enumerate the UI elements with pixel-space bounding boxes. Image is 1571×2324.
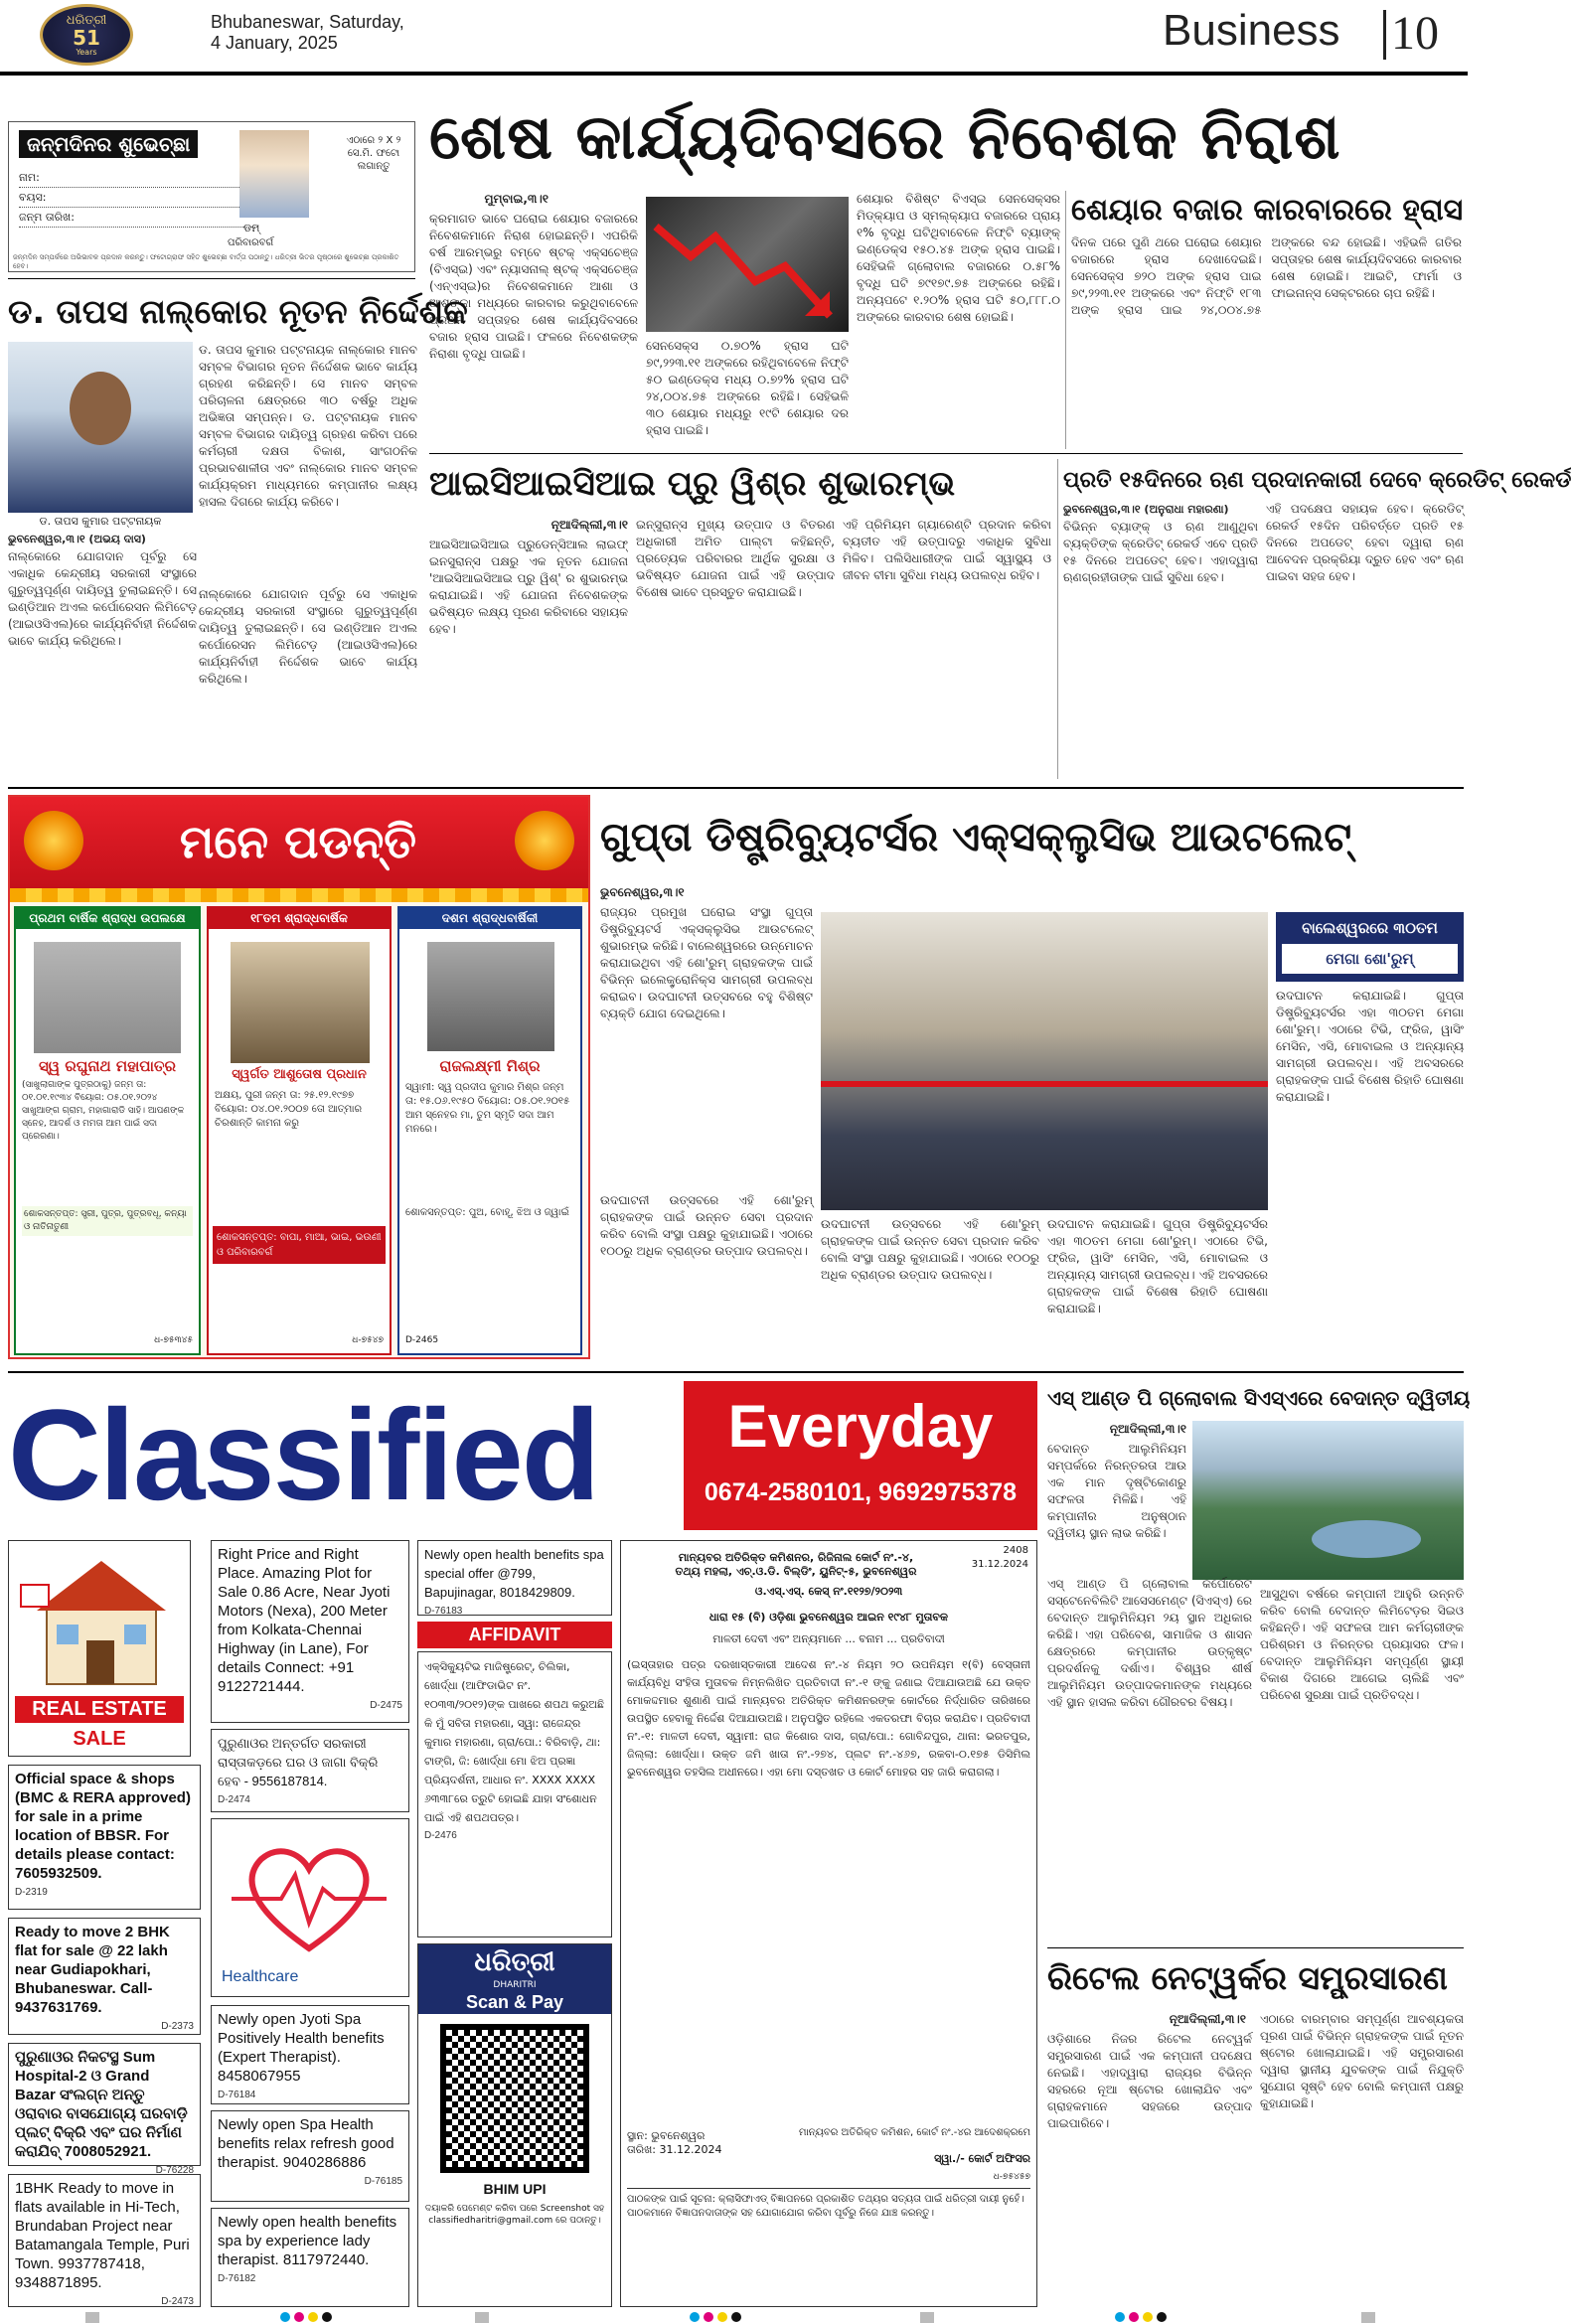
lake (1312, 1520, 1421, 1558)
market-col2: ସେନସେକ୍ସ ୦.୭୦% ହ୍ରାସ ଘଟି ୭୯,୨୨୩.୧୧ ଅଙ୍କରେ ରହିଥିବାବେଳେ ନିଫ୍ଟି ୫୦ ଇଣ୍ଡେକ୍ସ ମଧ୍ୟ ୦.୭୨% ହ୍ରାସ ଘଟି ୨୪,୦୦୪.୭୫ ଅଙ୍କରେ ରହିଛି। ସେହିଭଳି ୩୦ ଶେୟାର ମଧ୍ୟରୁ ୧୯ଟି ଶେୟାର ଦର ହ୍ରାସ ପାଇଛି। (646, 339, 849, 437)
healthcare-label: Healthcare (222, 1968, 299, 1985)
years-label: Years (76, 48, 97, 57)
court-body: (ଇସ୍ତାହାର ପତ୍ର ଦରଖାସ୍ତକାରୀ ଆଦେଶ ନଂ.-୪ ନିୟମ ୨୦ ଉପନିୟମ ୧(ବି) ବେସ୍ତାନୀ କାର୍ଯ୍ୟବିଧି ସଂହିତା ମୁତାବକ ନିମ୍ନଲିଖିତ ପ୍ରତିବାଦୀ ନଂ.-୧ ଙ୍କୁ ଜଣାଇ ଦିଆଯାଉଅଛି ଯେ ଉକ୍ତ ମୋକଦ୍ଦମାର ଶୁଣାଣି ପାଇଁ ମାନ୍ୟବର ଅତିରିକ୍ତ କମିଶନରଙ୍କ କୋର୍ଟରେ ନିର୍ଦ୍ଧାରିତ ତାରିଖରେ ଉପସ୍ଥିତ ହେବାକୁ ନିର୍ଦ୍ଦେଶ ଦିଆଯାଉଅଛି। ଅନୁପସ୍ଥିତ ରହିଲେ ଏକତରଫା ବିଚାର କରାଯିବ। ପ୍ରତିବାଦୀ ନଂ.-୧: ମାଳତୀ ଦେବୀ, ସ୍ୱାମୀ: ରାଜ କିଶୋର ଦାସ, ଗ୍ରା/ପୋ.: ଗୋବିନ୍ଦପୁର, ଥାନା: ଭରତପୁର, ଜିଲ୍ଲା: ଖୋର୍ଦ୍ଧା। ଉକ୍ତ ଜମି ଖାତା ନଂ.-୨୭୪, ପ୍ଲଟ ନଂ.-୪୬୭, ରକବା-୦.୧୭୫ ଡିସିମିଲ ଭୁବନେଶ୍ୱର ତହସିଲ ଅଧୀନରେ। ଏହା ମୋ ଦସ୍ତଖତ ଓ କୋର୍ଟ ମୋହର ସହ ଜାରି କରାଗଲା। (627, 1658, 1030, 1779)
market-dateline: ମୁମ୍ବାଇ,୩।୧ (484, 192, 549, 206)
swatch-yellow-2 (717, 2312, 727, 2322)
date-line (211, 12, 404, 54)
marigold-strip (10, 888, 588, 902)
ad-col2-4-code: D-76185 (364, 2176, 402, 2187)
card-1-details: (ସାଖୁଲାଗାଙ୍କ ପୁତ୍ରଠାକୁ) ଜନ୍ମ ତା: ୦୧.୦୧.୧୯୩୪ ବିୟୋଗ: ୦୫.୦୧.୨୦୨୪ ସାଖୁଆଙ୍ଗ ଗ୍ରାମ, ମହାଗାରାଡି ସାହି। ଆପଣଙ୍କ ସ୍ନେହ, ଆଦର୍ଶ ଓ ମମତା ଆମ ପାଇଁ ସଦା ପ୍ରେରଣା। (22, 1080, 185, 1142)
ad-col3-top-code: D-76183 (424, 1606, 463, 1617)
gupta-inauguration-photo (821, 912, 1268, 1210)
court-title-2: ତଥ୍ୟ ମହଲା, ଏଚ୍.ଓ.ଡି. ବିଲ୍ଡିଂ, ୟୁନିଟ୍-୫, ଭୁବନେଶ୍ୱର (675, 1565, 917, 1578)
birthday-footer: ଜନ୍ମଦିନ ସମ୍ପର୍କରେ ଅଭିଭାବକ ପ୍ରଦାନ କରନ୍ତୁ। ଫଟୋଗ୍ରାଫ ସହିତ ଶୁଭେଚ୍ଛା ବାର୍ତ୍ତା ପଠାନ୍ତୁ। ଧରିତ୍ରୀ ଭିତର ପୃଷ୍ଠାରେ ଶୁଭେଚ୍ଛା ପ୍ରକାଶିତ ହେବ। (13, 253, 399, 270)
masthead (0, 0, 1468, 72)
heartbeat-icon (212, 1819, 406, 1968)
lamp-icon-right (515, 811, 574, 870)
court-date: ତାରିଖ: 31.12.2024 (627, 2143, 722, 2156)
swatch-cyan-2 (690, 2312, 700, 2322)
market-col1: କ୍ରମାଗତ ଭାବେ ଘରୋଇ ଶେୟାର ବଜାରରେ ନିବେଶକମାନେ ନିରାଶ ହୋଇଛନ୍ତି। ଏପରିକି ବର୍ଷ ଆରମ୍ଭରୁ ବମ୍ବେ ଷ୍ଟକ୍ ଏକ୍ସଚେଞ୍ଜ (ବିଏସ୍ଇ) ଏବଂ ନ୍ୟାସନାଲ୍ ଷ୍ଟକ୍ ଏକ୍ସଚେଞ୍ଜ (ଏନ୍ଏସ୍ଇ)ର ନିବେଶକମାନେ ଆଶା ଓ ଆଶଙ୍କା ମଧ୍ୟରେ କାରବାର କରୁଥିବାବେଳେ ପ୍ରଥମ ସପ୍ତାହର ଶେଷ କାର୍ଯ୍ୟଦିବସରେ ବଜାର ହ୍ରାସ ପାଇଛି। ଫଳରେ ନିବେଶକଙ୍କ ନିରାଶା ବୃଦ୍ଧି ପାଇଛି। (429, 212, 638, 361)
card-3-family: ଶୋକସନ୍ତପ୍ତ: ପୁଅ, ବୋହୂ, ଝିଅ ଓ ଜ୍ୱାଇଁ (405, 1207, 569, 1218)
everyday-box (684, 1381, 1037, 1530)
swatch-yellow-1 (308, 2312, 318, 2322)
icici-headline: ଆଇସିଆଇସିଆଇ ପ୍ରୁ ୱିଶ୍‌ର ଶୁଭାରମ୍ଭ (429, 464, 956, 504)
court-code-top: 2408 (1003, 1545, 1028, 1556)
gupta-col1: ରାଜ୍ୟର ପ୍ରମୁଖ ଘରୋଇ ସଂସ୍ଥା ଗୁପ୍ତା ଡିଷ୍ଟ୍ରିବ୍ୟୁଟର୍ସ ଏକ୍ସକ୍ଲୁସିଭ ଆଉଟଲେଟ୍ ଶୁଭାରମ୍ଭ କରିଛି। ବାଲେଶ୍ୱରରେ ଉନ୍ମୋଚନ କରାଯାଇଥିବା ଏହି ଶୋ'ରୁମ୍ ଗ୍ରାହକଙ୍କ ପାଇଁ ବିଭିନ୍ନ ଇଲେକ୍ଟ୍ରୋନିକ୍ସ ସାମଗ୍ରୀ ଉପଲବ୍ଧ କରାଇବ। ଉଦଘାଟନୀ ଉତ୍ସବରେ ବହୁ ବିଶିଷ୍ଟ ବ୍ୟକ୍ତି ଯୋଗ ଦେଇଥିଲେ। (600, 905, 813, 1020)
tapas-text-bottom: ନାଲ୍କୋରେ ଯୋଗଦାନ ପୂର୍ବରୁ ସେ ଏକାଧିକ କେନ୍ଦ୍ରୀୟ ସରକାରୀ ସଂସ୍ଥାରେ ଗୁରୁତ୍ୱପୂର୍ଣ୍ଣ ଦାୟିତ୍ୱ ତୁଲାଇଛନ୍ତି। ସେ ଇଣ୍ଡିଆନ ଅଏଲ କର୍ପୋରେସନ ଲିମିଟେଡ଼ (ଆଇଓସିଏଲ)ରେ କାର୍ଯ୍ୟନିର୍ବାହୀ ନିର୍ଦ୍ଦେଶକ ଭାବେ କାର୍ଯ୍ୟ କରିଥିଲେ। (8, 549, 197, 648)
swatch-cyan-1 (280, 2312, 290, 2322)
gupta-subhead-box (1276, 912, 1464, 982)
tapas-caption: ଡ. ତାପସ କୁମାର ପଟ୍ଟନାୟକ (39, 515, 162, 528)
gupta-subhead-1: ବାଲେଶ୍ୱରରେ ୩୦ତମ (1302, 919, 1438, 937)
card-2-name: ସ୍ୱର୍ଗତ ଆଶୁତୋଷ ପ୍ରଧାନ (232, 1067, 367, 1082)
classified-banner (8, 1377, 1037, 1536)
court-title-1: ମାନ୍ୟବର ଅତିରିକ୍ତ କମିଶନର, ରିଜିନାଲ କୋର୍ଟ ନଂ.-୪, (678, 1551, 914, 1564)
icici-dateline: ନୂଆଦିଲ୍ଲୀ,୩।୧ (550, 518, 628, 532)
ad-col1-4-text: 1BHK Ready to move in flats available in Hi-Tech, Brundaban Project near Batamangala Temple, Puri Town. 9937787418, 9348871895. (15, 2180, 190, 2291)
tapas-text-right: ଡ. ତାପସ କୁମାର ପଟ୍ଟନାୟକ ନାଲ୍କୋର ମାନବ ସମ୍ବଳ ବିଭାଗର ନୂତନ ନିର୍ଦ୍ଦେଶକ ଭାବେ କାର୍ଯ୍ୟ ଗ୍ରହଣ କରିଛନ୍ତି। ସେ ମାନବ ସମ୍ବଳ ପରିଚାଳନା କ୍ଷେତ୍ରରେ ୩୦ ବର୍ଷରୁ ଅଧିକ ଅଭିଜ୍ଞତା ସମ୍ପନ୍ନ। ଡ. ପଟ୍ଟନାୟକ ମାନବ ସମ୍ବଳ ବିଭାଗର ଦାୟିତ୍ୱ ଗ୍ରହଣ କରିବା ପରେ କର୍ମଚାରୀ ଦକ୍ଷତା ବିକାଶ, ସାଂଗଠନିକ ପ୍ରଭାବଶାଳୀତା ଏବଂ ନାଲ୍କୋର ମାନବ ସମ୍ବଳ କାର୍ଯ୍ୟକ୍ରମ ମାଧ୍ୟମରେ କମ୍ପାନୀର ଲକ୍ଷ୍ୟ ହାସଲ ଦିଗରେ କାର୍ଯ୍ୟ କରିବେ। (199, 343, 417, 509)
affidavit-box (417, 1651, 612, 1937)
main-headline: ଶେଷ କାର୍ଯ୍ୟଦିବସରେ ନିବେଶକ ନିରାଶ (429, 100, 1341, 173)
sp-col-left: ବେଦାନ୍ତ ଆଲୁମିନିୟମ ସମ୍ପର୍କରେ ନିରନ୍ତରତା ଆଉ ଏକ ମାନ ଦୃଷ୍ଟିକୋଣରୁ ସଫଳତା ମିଳିଛି। ଏହି କମ୍ପାନୀର ଅନୁଷ୍ଠାନ ଦ୍ୱିତୀୟ ସ୍ଥାନ ଲାଭ କରିଛି। (1047, 1442, 1186, 1540)
scan-pay-brand: ଧରିତ୍ରୀ (418, 1944, 611, 1980)
court-place: ସ୍ଥାନ: ଭୁବନେଶ୍ୱର (627, 2129, 706, 2142)
ad-col1-2 (8, 1918, 201, 2035)
court-title-3: ଓ.ଏସ୍.ଏସ୍. କେସ୍ ନଂ.୧୧୨୭/୨୦୨୩ (754, 1585, 903, 1598)
photo-note: ଏଠାରେ ୨ X ୨ ସେ.ମି. ଫଟୋ ଲଗାନ୍ତୁ (346, 135, 401, 172)
swatch-magenta-1 (294, 2312, 304, 2322)
section-name: Business (1163, 6, 1340, 55)
birthday-sign: ଡମ୍ (243, 222, 260, 234)
ad-col2-1-text: Right Price and Right Place. Amazing Plot for Sale 0.86 Acre, Near Jyoti Motors (Nexa), 200 Meter from Kolkata-Chennai Highway (in Lane), For details Connect: +91 9122721444. (218, 1546, 391, 1695)
swatch-black-1 (322, 2312, 332, 2322)
obituary-card-3 (397, 906, 582, 1355)
card-3-name: ରାଜଲକ୍ଷ୍ମୀ ମିଶ୍ର (439, 1057, 541, 1075)
court-parties: ମାଳତୀ ଦେବୀ ଏବଂ ଅନ୍ୟମାନେ ... ବନାମ ... ପ୍ରତିବାଦୀ (712, 1632, 945, 1645)
logo-badge (40, 4, 133, 66)
tapas-headline: ଡ. ତାପସ ନାଲ୍କୋର ନୂତନ ନିର୍ଦ୍ଦେଶକ (8, 292, 468, 331)
ad-col1-1-text: Official space & shops (BMC & RERA approved) for sale in a prime location of BBSR. For details please contact: 7605932509. (15, 1771, 191, 1882)
divider-rule-3 (8, 787, 1464, 789)
swatch-yellow-3 (1143, 2312, 1153, 2322)
scan-pay-footer: ଦୟାକରି ପେମେଣ୍ଟ କରିବା ପରେ Screenshot ସହ classifiedharitri@gmail.com ରେ ପଠାନ୍ତୁ। (424, 2204, 605, 2226)
obituary-panel (8, 795, 590, 1359)
ad-col2-2 (211, 1729, 409, 1812)
tapas-photo (8, 342, 193, 513)
swatch-magenta-2 (704, 2312, 713, 2322)
court-code-bottom: ଧ-୭୫୪୫୭ (993, 2172, 1030, 2182)
ad-col2-3-text: Newly open Jyoti Spa Positively Health benefits (Expert Therapist). 8458067955 (218, 2011, 385, 2085)
child-photo (239, 130, 309, 218)
tapas-dateline: ଭୁବନେଶ୍ୱର,୩।୧ (ଅଭୟ ଦାସ) (8, 533, 146, 545)
classified-word: Classified (8, 1382, 599, 1527)
section-divider (1383, 10, 1386, 60)
logo-script: ଧରିତ୍ରୀ (66, 13, 107, 28)
swatch-black-3 (1157, 2312, 1167, 2322)
birthday-fields (19, 168, 257, 228)
divider-rule-4 (8, 1371, 1464, 1373)
everyday-word: Everyday (727, 1393, 994, 1460)
ad-col3-top-text: Newly open health benefits spa special offer @799, Bapujinagar, 8018429809. (424, 1547, 604, 1600)
credit-dateline: ଭୁବନେଶ୍ୱର,୩।୧ (ଅନୁରାଧା ମହାରଣା) (1063, 503, 1229, 516)
healthcare-graphic (211, 1818, 409, 1997)
field-age: ବୟସ: (19, 188, 257, 208)
gupta-dateline: ଭୁବନେଶ୍ୱର,୩।୧ (600, 885, 685, 899)
card-2-details: ଅକ୍ଷୟ, ପୁରୀ ଜନ୍ମ ତା: ୨୫.୧୨.୧୯୭୭ ବିୟୋଗ: ୦୪.୦୧.୨୦୦୭ ତୋ ଆତ୍ମାର ଚିରଶାନ୍ତି କାମନା କରୁ (215, 1090, 363, 1129)
retail-col2: ଏଠାରେ ବାରମ୍ବାର ସମ୍ପୂର୍ଣ୍ଣ ଆବଶ୍ୟକତା ପୂରଣ ପାଇଁ ବିଭିନ୍ନ ଗ୍ରାହକଙ୍କ ପାଇଁ ନୂତନ ଷ୍ଟୋର ଖୋଲାଯାଇଛି। ଏହି ସମ୍ପ୍ରସାରଣ ଦ୍ୱାରା ସ୍ଥାନୀୟ ଯୁବକଙ୍କ ପାଇଁ ନିଯୁକ୍ତି ସୁଯୋଗ ସୃଷ୍ଟି ହେବ ବୋଲି କମ୍ପାନୀ ପକ୍ଷରୁ କୁହାଯାଇଛି। (1260, 2012, 1464, 2110)
ad-col2-3-code: D-76184 (218, 2090, 256, 2100)
divider-rule-1 (8, 278, 415, 279)
ribbon (821, 1081, 1268, 1087)
affidavit-code: D-2476 (424, 1830, 457, 1841)
card-3-photo (427, 942, 554, 1051)
reg-block-1 (85, 2312, 99, 2323)
share-text: ଦିନକ ପରେ ପୁଣି ଥରେ ଘରୋଇ ଶେୟାର ବଜାରରେ ହ୍ରାସ ଦେଖାଦେଇଛି। ସେନସେକ୍ସ ୭୨୦ ଅଙ୍କ ହ୍ରାସ ପାଇ ୭୯,୨୨୩.୧୧ ଅଙ୍କରେ ଏବଂ ନିଫ୍ଟି ୧୮୩ ଅଙ୍କ ହ୍ରାସ ପାଇ ୨୪,୦୦୪.୭୫ ଅଙ୍କରେ ବନ୍ଦ ହୋଇଛି। ଏହିଭଳି ଗତିର ସପ୍ତାହର ଶେଷ କାର୍ଯ୍ୟଦିବସରେ କାରବାର ଶେଷ ହୋଇଛି। ଆଇଟି, ଫାର୍ମା ଓ ଫାଇନାନ୍ସ ସେକ୍ଟରରେ ଚାପ ରହିଛି। (1071, 235, 1462, 317)
tapas-text-right-2: ନାଲ୍କୋରେ ଯୋଗଦାନ ପୂର୍ବରୁ ସେ ଏକାଧିକ କେନ୍ଦ୍ରୀୟ ସରକାରୀ ସଂସ୍ଥାରେ ଗୁରୁତ୍ୱପୂର୍ଣ୍ଣ ଦାୟିତ୍ୱ ତୁଲାଇଛନ୍ତି। ସେ ଇଣ୍ଡିଆନ ଅଏଲ କର୍ପୋରେସନ ଲିମିଟେଡ଼ (ଆଇଓସିଏଲ)ରେ କାର୍ଯ୍ୟନିର୍ବାହୀ ନିର୍ଦ୍ଦେଶକ ଭାବେ କାର୍ଯ୍ୟ କରିଥିଲେ। (199, 587, 417, 686)
ad-col2-5-text: Newly open health benefits spa by experience lady therapist. 8117972440. (218, 2214, 397, 2268)
reg-block-4 (1361, 2312, 1375, 2323)
sp-plant-photo (1192, 1421, 1464, 1580)
card-1-code: ଧ-୭୫୩୪୫ (154, 1335, 193, 1345)
affidavit-text: ଏକ୍ସିକ୍ୟୁଟିଭ ମାଜିଷ୍ଟ୍ରେଟ୍, ଚିଲିକା, ଖୋର୍ଦ୍ଧା (ଆଫିଡାଭିଟ ନଂ. ୧୦୩୩/୨୦୧୨)ଙ୍କ ପାଖରେ ଶପଥ କରୁଅଛି କି ମୁଁ ସବିତା ମହାରଣା, ସ୍ୱା: ରାଜେନ୍ଦ୍ର କୁମାର ମହାରଣା, ଗ୍ରା/ପୋ.: ବିରିବାଡ଼ି, ଥା: ଟାଙ୍ଗି, ଜି: ଖୋର୍ଦ୍ଧା ମୋ ଝିଅ ପ୍ରଜ୍ଞା ପ୍ରିୟଦର୍ଶନୀ, ଆଧାର ନଂ. XXXX XXXX ୬୩୩୮ରେ ତ୍ରୁଟି ହୋଇଛି ଯାହା ସଂଶୋଧନ ପାଇଁ ଏହି ଶପଥପତ୍ର। (424, 1660, 604, 1824)
court-disclaimer: ପାଠକଙ୍କ ପାଇଁ ସୂଚନା: କ୍ଲାସିଫାଏଡ୍ ବିଜ୍ଞାପନରେ ପ୍ରକାଶିତ ତଥ୍ୟର ସତ୍ୟତା ପାଇଁ ଧରିତ୍ରୀ ଦାୟୀ ନୁହେଁ। ପାଠକମାନେ ବିଜ୍ଞାପନଦାତାଙ୍କ ସହ ଯୋଗାଯୋଗ କରିବା ପୂର୍ବରୁ ନିଜେ ଯାଞ୍ଚ କରନ୍ତୁ। (627, 2188, 1030, 2221)
ad-col2-3 (211, 2005, 409, 2104)
stock-down-arrow-icon (646, 197, 849, 332)
market-col3: ଶେୟାର ବିଶିଷ୍ଟ ବିଏସ୍ଇ ସେନସେକ୍ସର ମିଡ୍‌କ୍ୟାପ ଓ ସ୍ମଲ୍‌କ୍ୟାପ ବଜାରରେ ପ୍ରାୟ ୧% ବୃଦ୍ଧି ଘଟିଥିବାବେଳେ ନିଫ୍ଟି ବ୍ୟାଙ୍କ୍ ଇଣ୍ଡେକ୍ସ ୧୫୦.୪୫ ଅଙ୍କ ହ୍ରାସ ପାଇଛି। ସେହିଭଳି ଗ୍ଲୋବାଲ ବଜାରରେ ୦.୫୮% ବୃଦ୍ଧି ଘଟି ୭୯୧୭୯.୭୫ ଅଙ୍କରେ ରହିଛି। ଅନ୍ୟପଟେ ୧.୨୦% ହ୍ରାସ ଘଟି ୫୦,୮୮୮.୦ ଅଙ୍କରେ କାରବାର ଶେଷ ହୋଇଛି। (857, 192, 1060, 324)
ad-col1-1-code: D-2319 (15, 1887, 48, 1898)
ad-col1-2-text: Ready to move 2 BHK flat for sale @ 22 lakh near Gudiapokhari, Bhubaneswar. Call- 9437631769. (15, 1924, 170, 2016)
ad-col1-3-text: ପୁରୁଣାଓର ନିକଟସ୍ଥ Sum Hospital-2 ଓ Grand Bazar ସଂଲଗ୍ନ ଅନ୍ତୁ ଓରାବାର ବାସଯୋଗ୍ୟ ଘରବାଡ଼ି ପ୍ଲଟ୍ ବିକ୍ରି ଏବଂ ଘର ନିର୍ମାଣ କରାଯିବ୍ 7008052921. (15, 2049, 188, 2160)
birthday-box (8, 121, 415, 272)
card-3-details: ସ୍ୱାମୀ: ସ୍ୱ ପ୍ରଦୀପ କୁମାର ମିଶ୍ର ଜନ୍ମ ତା: ୧୫.୦୬.୧୯୫୦ ବିୟୋଗ: ୦୫.୦୧.୨୦୧୫ ଆମ ସ୍ନେହର ମା, ତୁମ ସ୍ମୃତି ସଦା ଆମ ମନରେ। (405, 1082, 570, 1135)
sp-col-b: ଆସୁଥିବା ବର୍ଷରେ କମ୍ପାନୀ ଆହୁରି ଉନ୍ନତି କରିବ ବୋଲି ବେଦାନ୍ତ ଲିମିଟେଡ଼ର ସିଇଓ କହିଛନ୍ତି। ଏହି ସଫଳତା ଆମ କର୍ମଚାରୀଙ୍କ ପରିଶ୍ରମ ଓ ନିରନ୍ତର ପ୍ରୟାସର ଫଳ। ବେଦାନ୍ତ ଆଲୁମିନିୟମ ସମ୍ପୂର୍ଣ୍ଣ ସ୍ଥାୟୀ ବିକାଶ ଦିଗରେ ଆଗେଇ ଚାଲିଛି ଏବଂ ପରିବେଶ ସୁରକ୍ଷା ପାଇଁ ପ୍ରତିବଦ୍ଧ। (1260, 1587, 1464, 1702)
credit-col2: ଏହି ପଦକ୍ଷେପ ସହାୟକ ହେବ। କ୍ରେଡିଟ୍ ରେକର୍ଡ ୧୫ଦିନ ପରିବର୍ତ୍ତେ ପ୍ରତି ୧୫ ଦିନରେ ଅପଡେଟ୍ ହେବା ଦ୍ୱାରା ଋଣ ଆବେଦନ ପ୍ରକ୍ରିୟା ଦ୍ରୁତ ହେବ ଏବଂ ଋଣ ପାଇବା ସହଜ ହେବ। (1266, 502, 1464, 583)
card-2-family: ଶୋକସନ୍ତପ୍ତ: ବାପା, ମାଆ, ଭାଇ, ଭଉଣୀ ଓ ପରିବାରବର୍ଗ (213, 1226, 386, 1264)
house-icon (11, 1545, 190, 1694)
obituary-card-2 (207, 906, 392, 1355)
obituary-header (10, 797, 588, 888)
ad-col2-4 (211, 2110, 409, 2202)
credit-col1: ବିଭିନ୍ନ ବ୍ୟାଙ୍କ୍ ଓ ଋଣ ଆଣୁଥିବା ବ୍ୟକ୍ତିଙ୍କ କ୍ରେଡିଟ୍ ରେକର୍ଡ ଏବେ ପ୍ରତି ୧୫ ଦିନରେ ଅପଡେଟ୍ ହେବ। ଏହାଦ୍ୱାରା ଋଣଗ୍ରହୀତାଙ୍କ ପାଇଁ ସୁବିଧା ହେବ। (1063, 520, 1258, 584)
field-name: ନାମ: (19, 168, 257, 188)
birthday-title: ଜନ୍ମଦିନର ଶୁଭେଚ୍ଛା (19, 130, 198, 158)
card-1-family: ଶୋକସନ୍ତପ୍ତ: ସ୍ତ୍ରୀ, ପୁତ୍ର, ପୁତ୍ରବଧୂ, କନ୍ୟା ଓ ନାତିନାତୁଣୀ (22, 1206, 193, 1236)
card-1-label: ପ୍ରଥମ ବାର୍ଷିକ ଶ୍ରାଦ୍ଧ ଉପଲକ୍ଷେ (16, 908, 199, 929)
obituary-title: ମନେ ପଡନ୍ତି (179, 815, 417, 868)
court-date-top: 31.12.2024 (971, 1559, 1028, 1570)
court-sign: ସ୍ୱା./- କୋର୍ଟ ଅଫିସର (934, 2152, 1030, 2165)
swatch-magenta-3 (1129, 2312, 1139, 2322)
court-notice (620, 1540, 1037, 2307)
divider-rule-5 (1047, 1947, 1464, 1948)
icici-col3: ଏହି ପ୍ରିମିୟମ ଗ୍ୟାରେଣ୍ଟି ପ୍ରଦାନ କରିବା ବ୍ୟତୀତ ଏହି ଉତ୍ପାଦରୁ ଏକାଧିକ ସୁବିଧା ମିଳିବ। ପଲିସିଧାରୀଙ୍କ ପାଇଁ ସ୍ୱାସ୍ଥ୍ୟ ଓ ଜୀବନ ବୀମା ସୁବିଧା ମଧ୍ୟ ଉପଲବ୍ଧ ରହିବ। (843, 518, 1051, 582)
classified-phones: 0674-2580101, 9692975378 (704, 1478, 1018, 1506)
ad-col3-top (417, 1540, 612, 1616)
birthday-sign-sub: ପରିବାରବର୍ଗ (228, 237, 274, 248)
col-divider-2 (1057, 459, 1058, 779)
card-3-label: ଦଶମ ଶ୍ରାଦ୍ଧବାର୍ଷିକୀ (399, 908, 580, 929)
date-text: 4 January, 2025 (211, 33, 338, 53)
scan-pay-title: Scan & Pay (418, 1990, 611, 2014)
card-2-label: ୧୮ତମ ଶ୍ରାଦ୍ଧବାର୍ଷିକ (209, 908, 390, 929)
retail-col1: ଓଡ଼ିଶାରେ ନିଜର ରିଟେଲ ନେଟ୍‌ୱର୍କ ସମ୍ପ୍ରସାରଣ ପାଇଁ ଏକ କମ୍ପାନୀ ପଦକ୍ଷେପ ନେଇଛି। ଏହାଦ୍ୱାରା ରାଜ୍ୟର ବିଭିନ୍ନ ସହରରେ ନୂଆ ଷ୍ଟୋର ଖୋଲାଯିବ ଏବଂ ଗ୍ରାହକମାନେ ସହଜରେ ଉତ୍ପାଦ ପାଇପାରିବେ। (1047, 2032, 1252, 2130)
card-2-code: ଧ-୭୫୪୭ (352, 1335, 384, 1345)
gupta-col-bottom-a: ଉଦଘାଟନୀ ଉତ୍ସବରେ ଏହି ଶୋ'ରୁମ୍ ଗ୍ରାହକଙ୍କ ପାଇଁ ଉନ୍ନତ ସେବା ପ୍ରଦାନ କରିବ ବୋଲି ସଂସ୍ଥା ପକ୍ଷରୁ କୁହାଯାଇଛି। ଏଠାରେ ୧୦୦ରୁ ଅଧିକ ବ୍ରାଣ୍ଡର ଉତ୍ପାଦ ଉପଲବ୍ଧ। (600, 1193, 813, 1258)
scan-pay-box (417, 1943, 612, 2307)
ad-col1-2-code: D-2373 (161, 2021, 194, 2032)
print-marks (0, 2311, 1468, 2324)
ad-col2-1 (211, 1540, 409, 1723)
ad-col2-1-code: D-2475 (370, 1700, 402, 1711)
credit-headline: ପ୍ରତି ୧୫ଦିନରେ ଋଣ ପ୍ରଦାନକାରୀ ଦେବେ କ୍ରେଡିଟ୍ ରେକର୍ଡ (1063, 468, 1571, 493)
swatch-black-2 (731, 2312, 741, 2322)
swatch-cyan-3 (1115, 2312, 1125, 2322)
card-3-code: D-2465 (405, 1335, 439, 1345)
icici-col2: ଇନ୍ସୁରାନ୍ସ ମୁଖ୍ୟ ଉତ୍ପାଦ ଓ ବିତରଣ ଅଧିକାରୀ ଅମିତ ପାଲ୍ଟା କହିଛନ୍ତି, ପ୍ରତ୍ୟେକ ପରିବାରର ଆର୍ଥିକ ସୁରକ୍ଷା ଓ ଭବିଷ୍ୟତ ଯୋଜନା ପାଇଁ ଏହି ଉତ୍ପାଦ ବିଶେଷ ଭାବେ ପ୍ରସ୍ତୁତ କରାଯାଇଛି। (636, 518, 835, 599)
ad-col2-2-text: ପୁରୁଣାଓର ଅନ୍ତର୍ଗତ ସରକାରୀ ରାସ୍ତାକଡ଼ରେ ଘର ଓ ଜାଗା ବିକ୍ରି ହେବ - 9556187814. (218, 1736, 379, 1788)
page-number: 10 (1391, 7, 1439, 60)
divider-rule-2 (429, 453, 1463, 454)
reg-block-3 (920, 2312, 934, 2323)
sp-dateline: ନୂଆଦିଲ୍ଲୀ,୩।୧ (1109, 1422, 1186, 1436)
sale-label: SALE (73, 1728, 126, 1750)
ad-col1-3 (8, 2043, 201, 2176)
reg-block-2 (475, 2312, 489, 2323)
ad-col2-5 (211, 2208, 409, 2307)
ad-col1-3-code: D-76228 (155, 2165, 194, 2176)
affidavit-title: AFFIDAVIT (417, 1622, 612, 1648)
gupta-headline: ଗୁପ୍ତା ଡିଷ୍ଟ୍ରିବ୍ୟୁଟର୍ସର ଏକ୍ସକ୍ଲୁସିଭ ଆଉଟଲେଟ୍ (600, 815, 1352, 860)
years-number: 51 (73, 26, 100, 50)
ad-col2-2-code: D-2474 (218, 1794, 250, 1805)
court-right: ମାନ୍ୟବର ଅତିରିକ୍ତ କମିଶନ, କୋର୍ଟ ନଂ.-୪ର ଆଦେଶକ୍ରମେ (798, 2127, 1030, 2138)
scan-pay-upi: BHIM UPI (483, 2181, 547, 2197)
ad-col1-4 (8, 2174, 201, 2307)
ad-col2-4-text: Newly open Spa Health benefits relax refresh good therapist. 9040286886 (218, 2116, 394, 2171)
obituary-card-1 (14, 906, 201, 1355)
real-estate-label: REAL ESTATE (15, 1696, 184, 1723)
ad-col2-5-code: D-76182 (218, 2273, 256, 2284)
masthead-rule (0, 72, 1468, 76)
col-divider (1065, 191, 1066, 449)
scan-pay-brand-en: DHARITRI (418, 1980, 611, 1990)
gupta-col-bottom-b: ଉଦଘାଟନୀ ଉତ୍ସବରେ ଏହି ଶୋ'ରୁମ୍ ଗ୍ରାହକଙ୍କ ପାଇଁ ଉନ୍ନତ ସେବା ପ୍ରଦାନ କରିବ ବୋଲି ସଂସ୍ଥା ପକ୍ଷରୁ କୁହାଯାଇଛି। ଏଠାରେ ୧୦୦ରୁ ଅଧିକ ବ୍ରାଣ୍ଡର ଉତ୍ପାଦ ଉପଲବ୍ଧ। (821, 1217, 1039, 1282)
qr-code (440, 2024, 589, 2173)
card-1-name: ସ୍ୱ ରଘୁନାଥ ମହାପାତ୍ର (39, 1057, 176, 1075)
retail-headline: ରିଟେଲ ନେଟ୍‌ୱର୍କର ସମ୍ପ୍ରସାରଣ (1047, 1958, 1448, 1997)
sp-col-a: ଏସ୍ ଆଣ୍ଡ ପି ଗ୍ଲୋବାଲ କର୍ପୋରେଟ ସସ୍ଟେନେବିଲିଟି ଆସେସମେଣ୍ଟ (ସିଏସ୍ଏ) ରେ ବେଦାନ୍ତ ଆଲୁମିନିୟମ ୨ୟ ସ୍ଥାନ ଅଧିକାର କରିଛି। ଏହା ପରିବେଶ, ସାମାଜିକ ଓ ଶାସନ କ୍ଷେତ୍ରରେ କମ୍ପାନୀର ଉତ୍କୃଷ୍ଟ ପ୍ରଦର୍ଶନକୁ ଦର୍ଶାଏ। ବିଶ୍ୱର ଶୀର୍ଷ ଆଲୁମିନିୟମ ଉତ୍ପାଦକମାନଙ୍କ ମଧ୍ୟରେ ଏହି ସ୍ଥାନ ହାସଲ କରିବା ଗୌରବର ବିଷୟ। (1047, 1577, 1252, 1709)
retail-dateline: ନୂଆଦିଲ୍ଲୀ,୩।୧ (1169, 2012, 1246, 2026)
lamp-icon-left (24, 811, 83, 870)
gupta-col-bottom-c: ଉଦଘାଟନ କରାଯାଇଛି। ଗୁପ୍ତା ଡିଷ୍ଟ୍ରିବ୍ୟୁଟର୍ସର ଏହା ୩୦ତମ ମେଗା ଶୋ'ରୁମ୍। ଏଠାରେ ଟିଭି, ଫ୍ରିଜ, ୱାସିଂ ମେସିନ, ଏସି, ମୋବାଇଲ ଓ ଅନ୍ୟାନ୍ୟ ସାମଗ୍ରୀ ଉପଲବ୍ଧ। ଏହି ଅବସରରେ ଗ୍ରାହକଙ୍କ ପାଇଁ ବିଶେଷ ରିହାତି ଘୋଷଣା କରାଯାଇଛି। (1047, 1217, 1268, 1316)
place-date: Bhubaneswar, Saturday, (211, 12, 404, 32)
real-estate-graphic (8, 1540, 191, 1757)
field-dob: ଜନ୍ମ ତାରିଖ: (19, 208, 257, 228)
sp-headline: ଏସ୍ ଆଣ୍ଡ ପି ଗ୍ଲୋବାଲ ସିଏସ୍ଏରେ ବେଦାନ୍ତ ଦ୍ୱିତୀୟ (1047, 1386, 1471, 1410)
gupta-subhead-2: ମେଗା ଶୋ'ରୁମ୍ (1282, 944, 1458, 974)
card-1-photo (34, 942, 181, 1053)
tapas-face (70, 372, 131, 445)
stock-chart-photo (646, 197, 849, 332)
court-section: ଧାରା ୧୫ (ବି) ଓଡ଼ିଶା ଭୁବନେଶ୍ୱର ଆଇନ ୧୯୪୮ ମୁତାବକ (708, 1611, 949, 1624)
ad-col1-1 (8, 1765, 201, 1910)
card-2-photo (231, 942, 370, 1063)
ad-col1-4-code: D-2473 (161, 2296, 194, 2307)
share-headline: ଶେୟାର ବଜାର କାରବାରରେ ହ୍ରାସ (1071, 193, 1464, 228)
icici-col1: ଆଇସିଆଇସିଆଇ ପ୍ରୁଡେନ୍ସିଆଲ ଲାଇଫ୍ ଇନସୁରାନ୍ସ ପକ୍ଷରୁ ଏକ ନୂତନ ଯୋଜନା 'ଆଇସିଆଇସିଆଇ ପ୍ରୁ ୱିଶ୍' ର ଶୁଭାରମ୍ଭ କରାଯାଇଛି। ଏହି ଯୋଜନା ନିବେଶକଙ୍କ ଭବିଷ୍ୟତ ଲକ୍ଷ୍ୟ ପୂରଣ କରିବାରେ ସହାୟକ ହେବ। (429, 538, 628, 636)
gupta-col-right: ଉଦଘାଟନ କରାଯାଇଛି। ଗୁପ୍ତା ଡିଷ୍ଟ୍ରିବ୍ୟୁଟର୍ସର ଏହା ୩୦ତମ ମେଗା ଶୋ'ରୁମ୍। ଏଠାରେ ଟିଭି, ଫ୍ରିଜ, ୱାସିଂ ମେସିନ, ଏସି, ମୋବାଇଲ ଓ ଅନ୍ୟାନ୍ୟ ସାମଗ୍ରୀ ଉପଲବ୍ଧ। ଏହି ଅବସରରେ ଗ୍ରାହକଙ୍କ ପାଇଁ ବିଶେଷ ରିହାତି ଘୋଷଣା କରାଯାଇଛି। (1276, 989, 1464, 1104)
